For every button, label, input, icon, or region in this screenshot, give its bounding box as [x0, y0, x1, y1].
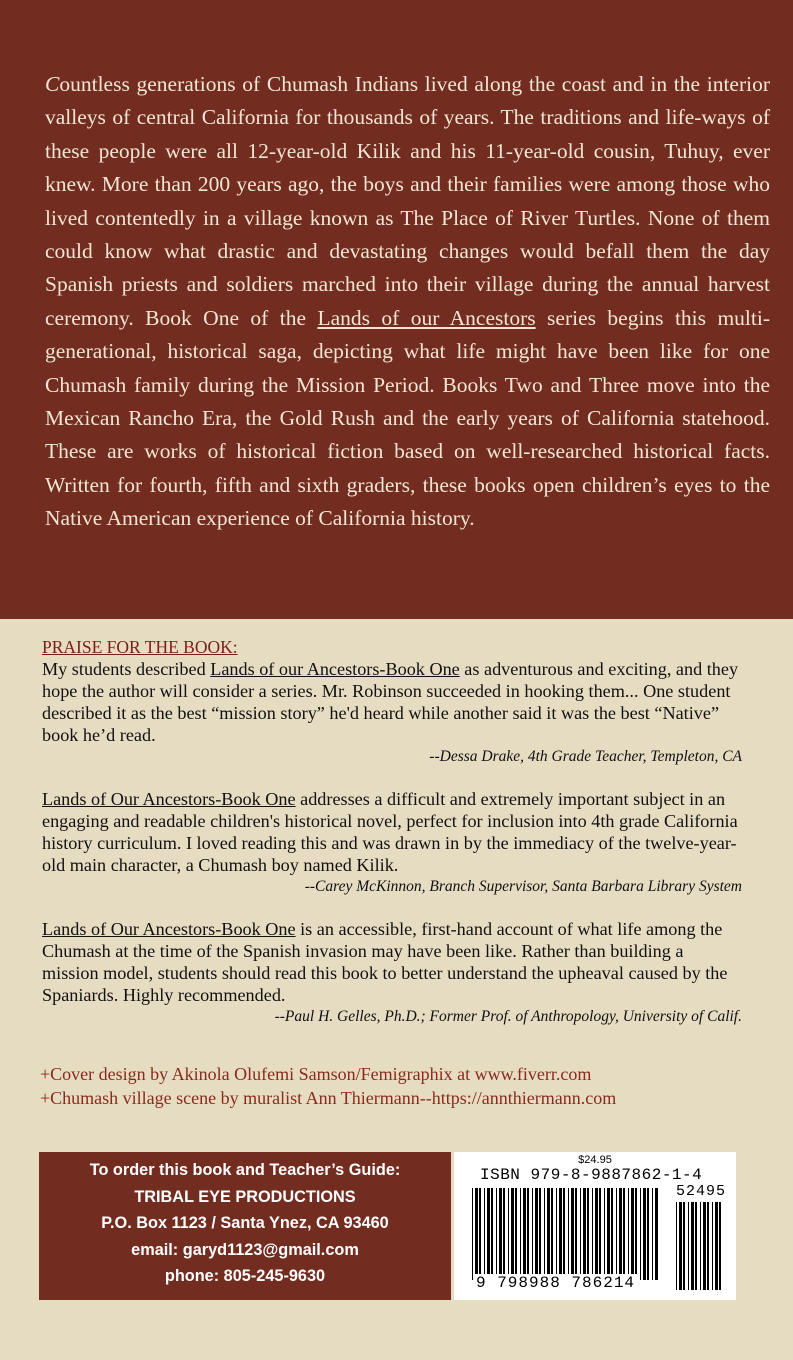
praise-section	[42, 636, 742, 1048]
barcode-stripe	[523, 1188, 526, 1280]
review-text	[42, 788, 742, 876]
order-info-box	[39, 1152, 451, 1300]
order-heading: To order this book and Teacher’s Guide:	[89, 1161, 401, 1179]
barcode-stripe	[580, 1188, 581, 1280]
drop-letter: C	[45, 72, 60, 96]
barcode-stripe	[571, 1188, 574, 1280]
barcode-stripe	[551, 1188, 553, 1280]
barcode-stripe	[679, 1202, 682, 1290]
mailing-address: P.O. Box 1123 / Santa Ynez, CA 93460	[101, 1214, 389, 1232]
barcode-stripe	[647, 1188, 649, 1280]
series-title: Lands of our Ancestors	[317, 305, 536, 330]
review-body: as adventurous and exciting, and they hope the author will consider a series. Mr. Robinson succeeded in hooking them... One student described it as the best “mission story” he'd heard while another said it was the best “Native” book he’d read.	[42, 659, 739, 745]
ean-digits: 9 798988 786214	[476, 1274, 636, 1292]
barcode-stripe	[508, 1188, 509, 1280]
order-email: email: garyd1123@gmail.com	[131, 1240, 359, 1259]
review-attribution: --Paul H. Gelles, Ph.D.; Former Prof. of Anthropology, University of Calif.	[274, 1008, 742, 1025]
isbn-text: ISBN 979-8-9887862-1-4	[480, 1166, 703, 1184]
barcode-stripe	[592, 1188, 593, 1280]
review-text	[42, 658, 742, 746]
synopsis-text-1: ountless generations of Chumash Indians lived along the coast and in the interior valleys of central California for thousands of years. The traditions and life-ways of these people were all 12-year-old Kilik and his 11-year-old cousin, Tuhuy, ever knew. More than 200 years ago, the boys and their families were among those who lived contentedly in a village known as The Place of River Turtles. None of them could know what drastic and devastating changes would befall them the day Spanish priests and soldiers marched into their village during the annual harvest ceremony. Book One of the	[45, 72, 770, 330]
publisher-name: TRIBAL EYE PRODUCTIONS	[134, 1187, 356, 1206]
barcode-stripe	[695, 1202, 697, 1290]
praise-heading: PRAISE FOR THE BOOK:	[42, 637, 238, 657]
review-body: is an accessible, first-hand account of what life among the Chumash at the time of the Spanish invasion may have been like. Rather than building a mission model, students should read this book to better understand the upheaval caused by the Spaniards. Highly recommended.	[42, 919, 728, 1005]
review-3	[42, 918, 742, 1027]
barcode-stripe	[628, 1188, 629, 1280]
barcode-stripe	[499, 1188, 502, 1280]
barcode-stripe	[472, 1188, 473, 1280]
barcode-stripe	[643, 1188, 646, 1280]
barcode-stripe	[619, 1188, 622, 1280]
barcode-stripe	[511, 1188, 514, 1280]
barcode-stripe	[623, 1188, 625, 1280]
barcode-stripe	[475, 1188, 478, 1280]
barcode-stripe	[547, 1188, 550, 1280]
review-book-title: Lands of Our Ancestors-Book One	[42, 789, 296, 809]
barcode-stripe	[544, 1188, 545, 1280]
barcode-stripe	[707, 1202, 709, 1290]
barcode-stripe	[703, 1202, 706, 1290]
synopsis-panel	[0, 0, 793, 619]
barcode-stripe	[583, 1188, 586, 1280]
barcode-stripe	[616, 1188, 617, 1280]
barcode-stripe	[496, 1188, 497, 1280]
barcode-stripe	[683, 1202, 685, 1290]
barcode-stripe	[691, 1202, 694, 1290]
barcode-stripe	[719, 1202, 721, 1290]
barcode-stripe	[607, 1188, 610, 1280]
barcode-stripe	[599, 1188, 601, 1280]
barcode-stripe	[611, 1188, 613, 1280]
review-attribution: --Dessa Drake, 4th Grade Teacher, Templeton, CA	[429, 748, 742, 765]
isbn-barcode-box	[454, 1152, 736, 1300]
review-book-title: Lands of our Ancestors-Book One	[210, 659, 460, 679]
barcode-stripe	[631, 1188, 634, 1280]
barcode-stripe	[568, 1188, 569, 1280]
barcode-stripe	[535, 1188, 538, 1280]
barcode-stripe	[559, 1188, 562, 1280]
barcode-stripe	[503, 1188, 505, 1280]
barcode-stripe	[635, 1188, 637, 1280]
price-label: $24.95	[578, 1154, 612, 1166]
barcode-stripe	[563, 1188, 565, 1280]
barcode-stripe	[700, 1202, 701, 1290]
barcode-stripe	[655, 1188, 658, 1280]
barcode-stripe	[520, 1188, 521, 1280]
barcode-stripe	[595, 1188, 598, 1280]
order-phone: phone: 805-245-9630	[164, 1267, 326, 1285]
addon-digits: 52495	[676, 1183, 727, 1200]
review-2	[42, 788, 742, 897]
barcode-stripe	[556, 1188, 557, 1280]
barcode-stripe	[587, 1188, 589, 1280]
barcode-stripe	[652, 1188, 653, 1280]
review-book-title: Lands of Our Ancestors-Book One	[42, 919, 296, 939]
barcode-stripe	[688, 1202, 689, 1290]
review-body: addresses a difficult and extremely important subject in an engaging and readable children's historical novel, perfect for inclusion into 4th grade California history curriculum. I loved reading this and was drawn in by the immediacy of the twelve-year-old main character, a Chumash boy named Kilik.	[42, 789, 738, 875]
barcode-stripe	[715, 1202, 718, 1290]
credits	[40, 1062, 760, 1110]
book-synopsis	[45, 68, 770, 536]
barcode-stripe	[676, 1202, 677, 1290]
barcode-stripe	[539, 1188, 541, 1280]
review-attribution: --Carey McKinnon, Branch Supervisor, Santa Barbara Library System	[304, 878, 742, 895]
barcode-stripe	[527, 1188, 529, 1280]
barcode-stripe	[515, 1188, 517, 1280]
barcode-stripe	[532, 1188, 533, 1280]
barcode-stripe	[479, 1188, 481, 1280]
barcode-stripe	[484, 1188, 485, 1280]
review-1	[42, 658, 742, 767]
barcode-stripe	[491, 1188, 493, 1280]
barcode-stripe	[575, 1188, 577, 1280]
review-lead: My students described	[42, 659, 211, 679]
barcode-stripe	[604, 1188, 605, 1280]
barcode-stripe	[712, 1202, 713, 1290]
village-scene-credit: +Chumash village scene by muralist Ann Thiermann--https://annthiermann.com	[40, 1088, 617, 1108]
synopsis-text-2: series begins this multi-generational, historical saga, depicting what life might have been like for one Chumash family during the Mission Period. Books Two and Three move into the Mexican Rancho Era, the Gold Rush and the early years of California statehood. These are works of historical fiction based on well-researched historical facts. Written for fourth, fifth and sixth graders, these books open children’s eyes to the Native American experience of California history.	[45, 305, 770, 531]
review-text	[42, 918, 742, 1006]
cover-design-credit: +Cover design by Akinola Olufemi Samson/Femigraphix at www.fiverr.com	[40, 1064, 592, 1084]
barcode-stripe	[487, 1188, 490, 1280]
barcode-stripe	[640, 1188, 641, 1280]
